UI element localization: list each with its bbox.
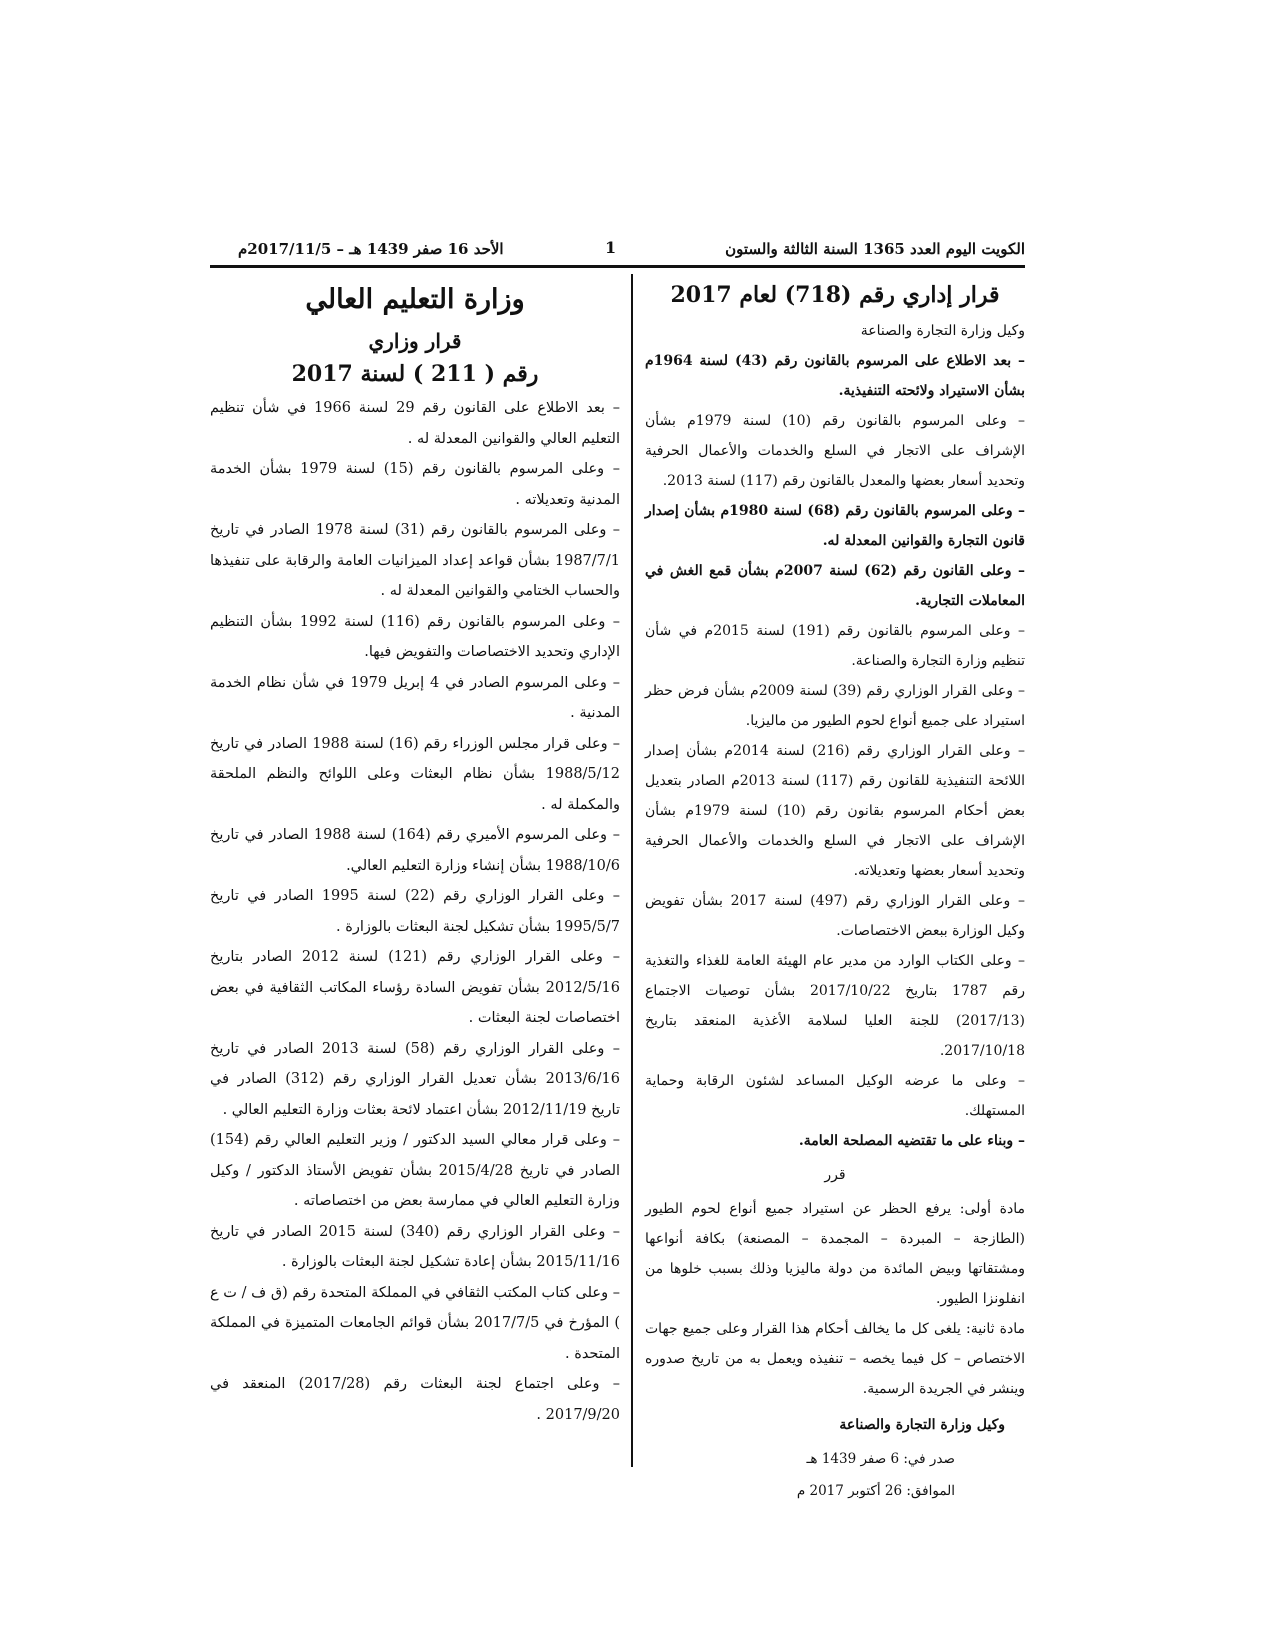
preamble-item: – وعلى قرار معالي السيد الدكتور / وزير التعليم العالي رقم (154) الصادر في تاريخ 2015/4/28 بشأن تفويض الأستاذ الدكتور / وكيل وزارة التعليم العالي في ممارسة بعض من اختصاصاته . [210, 1132, 621, 1209]
preamble-item: – وعلى المرسوم بالقانون رقم (191) لسنة 2015م في شأن تنظيم وزارة التجارة والصناعة. [645, 623, 1025, 669]
preamble-item: – وعلى القرار الوزاري رقم (22) لسنة 1995 الصادر في تاريخ 1995/5/7 بشأن تشكيل لجنة البعثات بالوزارة . [210, 888, 620, 935]
preamble-item: – وعلى اجتماع لجنة البعثات رقم (2017/28) المنعقد في 2017/9/20 . [210, 1376, 620, 1423]
preamble-item: – وعلى القرار الوزاري رقم (216) لسنة 2014م بشأن إصدار اللائحة التنفيذية للقانون رقم (117) لسنة 2013م الصادر بتعديل بعض أحكام المرسوم بقانون رقم (10) لسنة 1979م بشأن الإشراف على الاتجار في السلع والخدمات والأعمال الحرفية وتحديد أسعار بعضها وتعديلاته. [645, 743, 1025, 879]
preamble-item: – وعلى الكتاب الوارد من مدير عام الهيئة العامة للغذاء والتغذية رقم 1787 بتاريخ 2017/10/22 بشأن توصيات الاجتماع (2017/13) للجنة العليا لسلامة الأغذية المنعقد بتاريخ 2017/10/18. [645, 953, 1025, 1059]
preamble-item: – وعلى القرار الوزاري رقم (58) لسنة 2013 الصادر في تاريخ 2013/6/16 بشأن تعديل القرار الوزاري رقم (312) الصادر في تاريخ 2012/11/19 بشأن اعتماد لائحة بعثات وزارة التعليم العالي . [210, 1040, 620, 1118]
preamble-item: – وعلى المرسوم الصادر في 4 إبريل 1979 في شأن نظام الخدمة المدنية . [210, 674, 620, 721]
ministry-title: وزارة التعليم العالي [305, 284, 525, 315]
preamble-item: – وعلى المرسوم بالقانون رقم (68) لسنة 1980م بشأن إصدار قانون التجارة والقوانين المعدلة له. [645, 503, 1026, 549]
right-column [645, 270, 1025, 1504]
issued-gregorian: الموافق: 26 أكتوبر 2017 م [796, 1483, 955, 1499]
decision-type: قرار وزاري [368, 329, 462, 353]
decision-number: رقم ( 211 ) لسنة 2017 [291, 361, 539, 387]
signer: وكيل وزارة التجارة والصناعة [839, 1417, 1005, 1433]
decision-title: قرار إداري رقم (718) لعام 2017 [670, 282, 1000, 308]
preamble-item: – وعلى المرسوم بالقانون رقم (31) لسنة 1978 الصادر في تاريخ 1987/7/1 بشأن قواعد إعداد الميزانيات العامة والرقابة على تنفيذها والحساب الختامي والقوانين المعدلة له . [210, 522, 620, 599]
preamble-item: – وعلى المرسوم بالقانون رقم (116) لسنة 1992 بشأن التنظيم الإداري وتحديد الاختصاصات والتفويض فيها. [210, 613, 620, 660]
article-second: مادة ثانية: يلغى كل ما يخالف أحكام هذا القرار وعلى جميع جهات الاختصاص – كل فيما يخصه – تنفيذه ويعمل به من تاريخ صدوره وينشر في الجريدة الرسمية. [645, 1321, 1025, 1397]
preamble-item: – وعلى كتاب المكتب الثقافي في المملكة المتحدة رقم (ق ف / ت ع ) المؤرخ في 2017/7/5 بشأن قوائم الجامعات المتميزة في المملكة المتحدة . [210, 1284, 620, 1362]
preamble-item: – وعلى المرسوم الأميري رقم (164) لسنة 1988 الصادر في تاريخ 1988/10/6 بشأن إنشاء وزارة التعليم العالي. [210, 827, 620, 874]
preamble-item: – بعد الاطلاع على القانون رقم 29 لسنة 1966 في شأن تنظيم التعليم العالي والقوانين المعدلة له . [210, 400, 620, 447]
column-divider [631, 274, 633, 1467]
preamble-item: – وعلى القرار الوزاري رقم (340) لسنة 2015 الصادر في تاريخ 2015/11/16 بشأن إعادة تشكيل لجنة البعثات بالوزارة . [210, 1223, 620, 1270]
issued-hijri: صدر في: 6 صفر 1439 هـ [806, 1451, 955, 1467]
article-first: مادة أولى: يرفع الحظر عن استيراد جميع أنواع لحوم الطيور (الطازجة – المبردة – المجمدة – المصنعة) بكافة أنواعها ومشتقاتها وبيض المائدة من دولة ماليزيا وذلك بسبب خلوها من انفلونزا الطيور. [645, 1201, 1025, 1307]
page-header [210, 232, 1025, 266]
preamble-item: – بعد الاطلاع على المرسوم بالقانون رقم (43) لسنة 1964م بشأن الاستيراد ولائحته التنفيذية. [645, 353, 1026, 399]
decision-word: قرر [824, 1167, 846, 1183]
preamble-item: – وبناء على ما تقتضيه المصلحة العامة. [798, 1133, 1025, 1149]
header-page-number: 1 [605, 238, 617, 257]
preamble-item: – وعلى القرار الوزاري رقم (497) لسنة 2017 بشأن تفويض وكيل الوزارة ببعض الاختصاصات. [645, 893, 1025, 939]
decision-issuer: وكيل وزارة التجارة والصناعة [860, 323, 1025, 339]
preamble-item: – وعلى القرار الوزاري رقم (39) لسنة 2009م بشأن فرض حظر استيراد على جميع أنواع لحوم الطيور من ماليزيا. [645, 683, 1025, 729]
left-column [210, 270, 620, 1430]
preamble-item: – وعلى قرار مجلس الوزراء رقم (16) لسنة 1988 الصادر في تاريخ 1988/5/12 بشأن نظام البعثات وعلى اللوائح والنظم الملحقة والمكملة له . [210, 735, 620, 813]
preamble-item: – وعلى القرار الوزاري رقم (121) لسنة 2012 الصادر بتاريخ 2012/5/16 بشأن تفويض السادة رؤساء المكاتب الثقافية في بعض اختصاصات لجنة البعثات . [210, 949, 620, 1026]
preamble-item: – وعلى ما عرضه الوكيل المساعد لشئون الرقابة وحماية المستهلك. [645, 1073, 1025, 1119]
preamble-item: – وعلى المرسوم بالقانون رقم (10) لسنة 1979م بشأن الإشراف على الاتجار في السلع والخدمات والأعمال الحرفية وتحديد أسعار بعضها والمعدل بالقانون رقم (117) لسنة 2013. [645, 413, 1025, 489]
header-rule [210, 265, 1025, 268]
header-date: الأحد 16 صفر 1439 هـ – 2017/11/5م [238, 240, 504, 258]
preamble-item: – وعلى القانون رقم (62) لسنة 2007م بشأن قمع الغش في المعاملات التجارية. [645, 563, 1025, 609]
header-issue-info: الكويت اليوم العدد 1365 السنة الثالثة والستون [725, 240, 1025, 258]
preamble-item: – وعلى المرسوم بالقانون رقم (15) لسنة 1979 بشأن الخدمة المدنية وتعديلاته . [210, 461, 620, 508]
